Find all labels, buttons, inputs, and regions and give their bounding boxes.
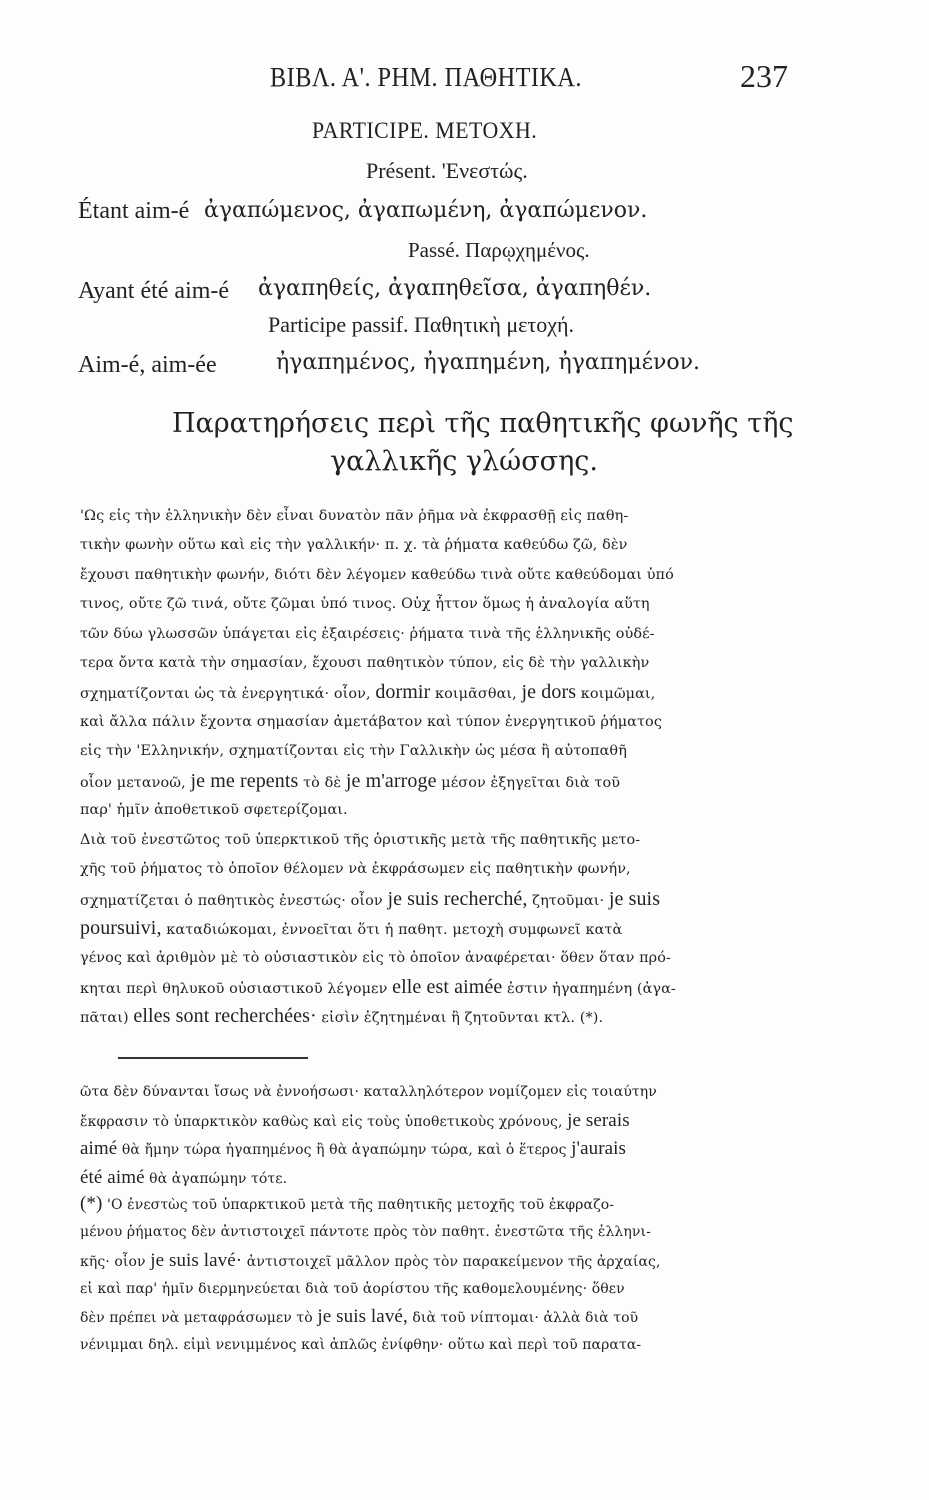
passe-conjugation bbox=[78, 276, 652, 305]
french-example: elle est aimée bbox=[392, 975, 503, 998]
greek-text: θὰ ἀγαπώμην τότε. bbox=[144, 1170, 288, 1187]
participle-heading: PARTICIPE. ΜΕΤΟΧΗ. bbox=[312, 118, 538, 143]
text-line: Διὰ τοῦ ἐνεστῶτος τοῦ ὑπερκτικοῦ τῆς ὁριστικῆς μετὰ τῆς παθητικῆς μετο- bbox=[80, 832, 641, 848]
text-line bbox=[80, 1190, 820, 1218]
french-example: je me repents bbox=[190, 769, 299, 792]
page-number: 237 bbox=[740, 58, 788, 94]
greek-text: τὸ δὲ bbox=[298, 774, 346, 791]
text-line: ἔχουσι παθητικὴν φωνήν, διότι δὲν λέγομεν καθεύδω τινὰ οὔτε καθεύδομαι ὑπό bbox=[80, 566, 674, 583]
french-example: elles sont recherchées· bbox=[133, 1005, 317, 1028]
french-example: je suis recherché, bbox=[387, 887, 528, 910]
greek-text: ζητοῦμαι· bbox=[527, 892, 609, 909]
text-line bbox=[80, 1303, 820, 1331]
text-line bbox=[80, 914, 820, 943]
section-title-line-2: γαλλικῆς γλώσσης. bbox=[330, 446, 598, 477]
text-line: μένου ῥήματος δὲν ἀντιστοιχεῖ πάντοτε πρὸς τὸν παθητ. ἐνεστῶτα τῆς ἑλληνι- bbox=[80, 1224, 651, 1241]
footnote-divider bbox=[118, 1057, 308, 1059]
footnote-marker: (*) bbox=[80, 1193, 103, 1214]
text-line bbox=[80, 973, 820, 1002]
text-line bbox=[80, 767, 820, 796]
greek-text: καταδιώκομαι, ἐννοεῖται ὅτι ἡ παθητ. μετοχὴ συμφωνεῖ κατὰ bbox=[161, 922, 623, 939]
greek-text: σχηματίζονται ὡς τὰ ἐνεργητικά· οἷον, bbox=[80, 686, 376, 703]
present-greek: ἀγαπώμενος, ἀγαπωμένη, ἀγαπώμενον. bbox=[204, 198, 648, 223]
paragraph-1 bbox=[80, 502, 820, 825]
present-french: Étant aim-é bbox=[78, 198, 190, 224]
greek-text: ἔκφρασιν τὸ ὑπαρκτικὸν καθὼς καὶ εἰς τοὺς ὑποθετικοὺς χρόνους, bbox=[80, 1113, 568, 1130]
french-example: dormir bbox=[375, 681, 431, 704]
french-example: je m'arroge bbox=[345, 769, 437, 792]
french-example: je serais bbox=[567, 1109, 630, 1131]
passif-heading: Participe passif. Παθητικὴ μετοχή. bbox=[268, 312, 574, 337]
text-line: τικὴν φωνὴν οὕτω καὶ εἰς τὴν γαλλικήν· π. χ. τὰ ῥήματα καθεύδω ζῶ, δὲν bbox=[80, 537, 628, 554]
text-line bbox=[80, 678, 820, 707]
passif-conjugation bbox=[78, 350, 701, 379]
text-line bbox=[80, 1002, 820, 1031]
greek-text: διὰ τοῦ νίπτομαι· ἀλλὰ διὰ τοῦ bbox=[407, 1310, 639, 1327]
text-line: εἰ καὶ παρ' ἡμῖν διερμηνεύεται διὰ τοῦ ἀορίστου τῆς καθομελουμένης· ὅθεν bbox=[80, 1280, 625, 1297]
text-line: ῶτα δὲν δύνανται ἴσως νὰ ἐννοήσωσι· καταλληλότερον νομίζομεν εἰς τοιαύτην bbox=[80, 1084, 657, 1100]
text-line bbox=[80, 1107, 820, 1136]
text-line bbox=[80, 885, 820, 914]
passif-greek: ἠγαπημένος, ἠγαπημένη, ἠγαπημένον. bbox=[276, 350, 701, 375]
greek-text: κῆς· οἷον bbox=[80, 1253, 151, 1270]
footnote-continuation bbox=[80, 1078, 820, 1192]
text-line: εἰς τὴν 'Ελληνικήν, σχηματίζονται εἰς τὴν Γαλλικὴν ὡς μέσα ἢ αὐτοπαθῆ bbox=[80, 743, 627, 760]
greek-text: ἀντιστοιχεῖ μᾶλλον πρὸς τὸν παρακείμενον τῆς ἀρχαίας, bbox=[242, 1253, 661, 1270]
text-line bbox=[80, 1247, 820, 1275]
french-example: je dors bbox=[521, 681, 577, 704]
text-line: τερα ὄντα κατὰ τὴν σημασίαν, ἔχουσι παθητικὸν τύπον, εἰς δὲ τὴν γαλλικὴν bbox=[80, 654, 650, 671]
greek-text: οἷον μετανοῶ, bbox=[80, 774, 191, 791]
passif-french: Aim-é, aim-ée bbox=[78, 352, 217, 378]
text-line: καὶ ἄλλα πάλιν ἔχοντα σημασίαν ἀμετάβατον καὶ τύπον ἐνεργητικοῦ ῥήματος bbox=[80, 713, 662, 730]
text-line: χῆς τοῦ ῥήματος τὸ ὁποῖον θέλομεν νὰ ἐκφράσωμεν εἰς παθητικὴν φωνήν, bbox=[80, 861, 631, 878]
greek-text: εἰσὶν ἐζητημέναι ἢ ζητοῦνται κτλ. (*). bbox=[316, 1010, 604, 1027]
french-example: je suis lavé, bbox=[317, 1306, 408, 1328]
french-example: été aimé bbox=[80, 1166, 145, 1188]
greek-text: κοιμῶμαι, bbox=[576, 686, 656, 703]
present-heading: Présent. 'Ενεστώς. bbox=[366, 158, 528, 183]
text-line: τινος, οὔτε ζῶ τινά, οὔτε ζῶμαι ὑπό τινος. Οὐχ ἧττον ὅμως ἡ ἀναλογία αὕτη bbox=[80, 596, 650, 613]
text-line bbox=[80, 1164, 820, 1193]
passe-greek: ἀγαπηθείς, ἀγαπηθεῖσα, ἀγαπηθέν. bbox=[258, 276, 652, 301]
french-example: j'aurais bbox=[571, 1138, 627, 1159]
french-example: je suis bbox=[608, 887, 661, 910]
greek-text: θὰ ἤμην τώρα ἠγαπημένος ἢ θὰ ἀγαπώμην τώρα, καὶ ὁ ἕτερος bbox=[117, 1142, 572, 1158]
french-example: aimé bbox=[80, 1138, 118, 1159]
footnote-asterisk bbox=[80, 1190, 820, 1360]
greek-text: κηται περὶ θηλυκοῦ οὐσιαστικοῦ λέγομεν bbox=[80, 980, 393, 997]
section-title-line-1: Παρατηρήσεις περὶ τῆς παθητικῆς φωνῆς τῆς bbox=[172, 408, 794, 439]
greek-text: ἐστιν ἠγαπημένη (ἀγα- bbox=[502, 980, 676, 997]
greek-text: δὲν πρέπει νὰ μεταφράσωμεν τὸ bbox=[80, 1310, 318, 1327]
text-line: τῶν δύω γλωσσῶν ὑπάγεται εἰς ἐξαιρέσεις· ῥήματα τινὰ τῆς ἑλληνικῆς οὐδέ- bbox=[80, 625, 655, 642]
running-title: ΒΙΒΛ. Α'. ΡΗΜ. ΠΑΘΗΤΙΚΑ. bbox=[270, 62, 582, 92]
passe-heading: Passé. Παρῳχημένος. bbox=[408, 238, 590, 262]
passe-french: Ayant été aim-é bbox=[78, 278, 230, 304]
greek-text: πᾶται) bbox=[80, 1010, 134, 1027]
french-example: je suis lavé· bbox=[150, 1249, 243, 1271]
text-line: γένος καὶ ἀριθμὸν μὲ τὸ οὐσιαστικὸν εἰς τὸ ὁποῖον ἀναφέρεται· ὅθεν ὅταν πρό- bbox=[80, 949, 671, 966]
greek-text: 'Ο ἐνεστὼς τοῦ ὑπαρκτικοῦ μετὰ τῆς παθητικῆς μετοχῆς τοῦ ἐκφραζο- bbox=[102, 1197, 615, 1213]
present-conjugation bbox=[78, 196, 648, 225]
text-line: 'Ως εἰς τὴν ἑλληνικὴν δὲν εἶναι δυνατὸν πᾶν ῥῆμα νὰ ἐκφρασθῇ εἰς παθη- bbox=[80, 508, 629, 524]
greek-text: κοιμᾶσθαι, bbox=[430, 686, 522, 703]
paragraph-2 bbox=[80, 826, 820, 1032]
greek-text: σχηματίζεται ὁ παθητικὸς ἐνεστώς· οἷον bbox=[80, 892, 388, 909]
text-line: νένιμμαι δηλ. εἰμὶ νενιμμένος καὶ ἁπλῶς ἐνίφθην· οὕτω καὶ περὶ τοῦ παρατα- bbox=[80, 1337, 642, 1354]
text-line: παρ' ἡμῖν ἀποθετικοῦ σφετερίζομαι. bbox=[80, 801, 348, 818]
french-example: poursuivi, bbox=[80, 917, 162, 940]
text-line bbox=[80, 1135, 820, 1164]
greek-text: μέσον ἐξηγεῖται διὰ τοῦ bbox=[436, 774, 621, 791]
